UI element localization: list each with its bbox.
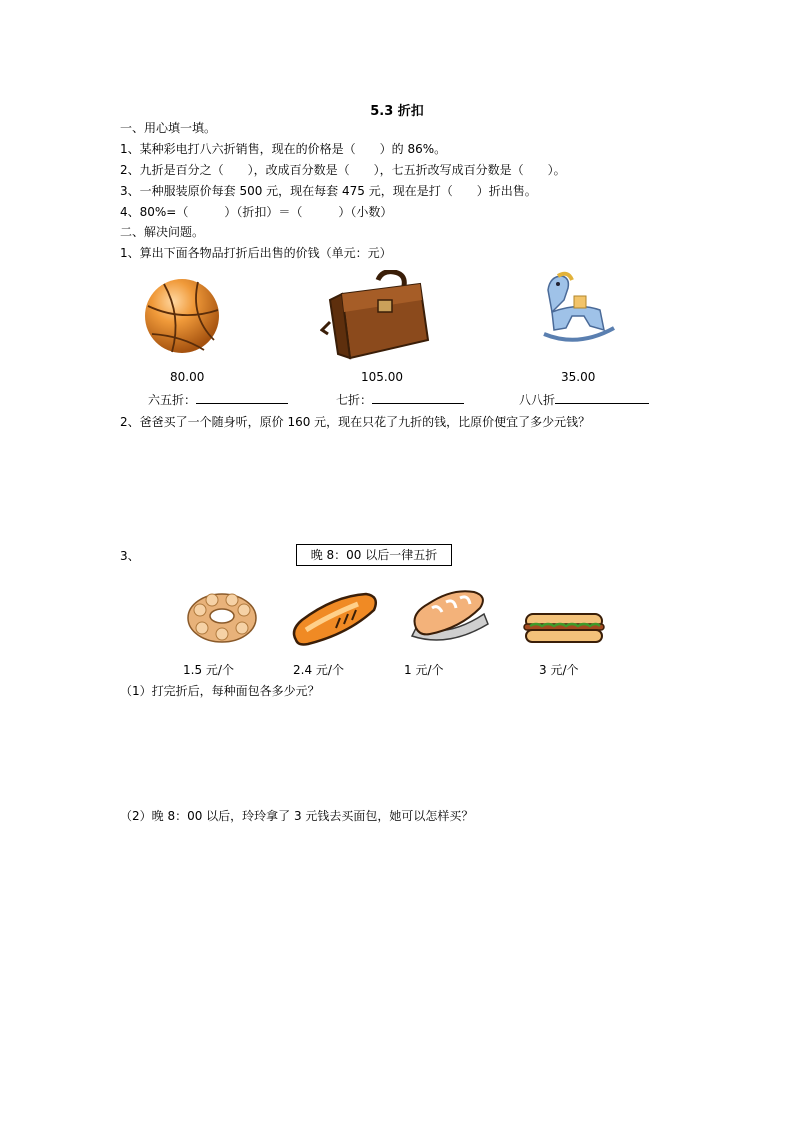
question-1-1: 1、某种彩电打八六折销售，现在的价格是（ ）的 86%。	[120, 142, 447, 156]
question-2-2: 2、爸爸买了一个随身听，原价 160 元，现在只花了九折的钱，比原价便宜了多少元钱？	[120, 415, 591, 429]
baguette-icon	[288, 590, 380, 648]
answer-blank[interactable]	[196, 391, 288, 404]
discount-label-rocking-horse	[519, 391, 649, 408]
briefcase-icon	[320, 270, 432, 362]
sub-question-2: （2）晚 8：00 以后，玲玲拿了 3 元钱去买面包，她可以怎样买？	[120, 809, 474, 823]
item-price-rocking-horse: 35.00	[561, 370, 596, 384]
rocking-horse-icon	[538, 268, 618, 348]
section2-heading: 二、解决问题。	[120, 225, 205, 239]
question-2-1: 1、算出下面各物品打折后出售的价钱（单元：元）	[120, 246, 392, 260]
question-2-3-label: 3、	[120, 549, 140, 563]
sub-question-1: （1）打完折后，每种面包各多少元？	[120, 684, 320, 698]
answer-blank[interactable]	[372, 391, 464, 404]
discount-label-basketball	[148, 391, 288, 408]
discount-label-briefcase	[336, 391, 464, 408]
item-price-briefcase: 105.00	[361, 370, 403, 384]
donut-icon	[184, 590, 260, 646]
question-1-3: 3、一种服装原价每套 500 元，现在每套 475 元，现在是打（ ）折出售。	[120, 184, 537, 198]
question-1-4: 4、80%=（ ）（折扣）＝（ ）（小数）	[120, 205, 393, 219]
section1-heading: 一、用心填一填。	[120, 121, 217, 135]
question-1-2: 2、九折是百分之（ ），改成百分数是（ ），七五折改写成百分数是（ ）。	[120, 163, 566, 177]
item-price-basketball: 80.00	[170, 370, 205, 384]
discount-text: 七折：	[336, 393, 373, 407]
bread-roll-icon	[408, 584, 492, 648]
bread-price-roll: 1 元/个	[404, 663, 444, 677]
bread-price-hotdog: 3 元/个	[539, 663, 579, 677]
discount-text: 六五折：	[148, 393, 197, 407]
bread-price-donut: 1.5 元/个	[183, 663, 234, 677]
bread-price-baguette: 2.4 元/个	[293, 663, 344, 677]
discount-notice: 晚 8：00 以后一律五折	[296, 544, 452, 566]
basketball-icon	[142, 276, 222, 356]
answer-blank[interactable]	[555, 391, 649, 404]
discount-text: 八八折	[519, 393, 556, 407]
hotdog-icon	[522, 604, 606, 648]
page-title: 5.3 折扣	[370, 104, 424, 119]
